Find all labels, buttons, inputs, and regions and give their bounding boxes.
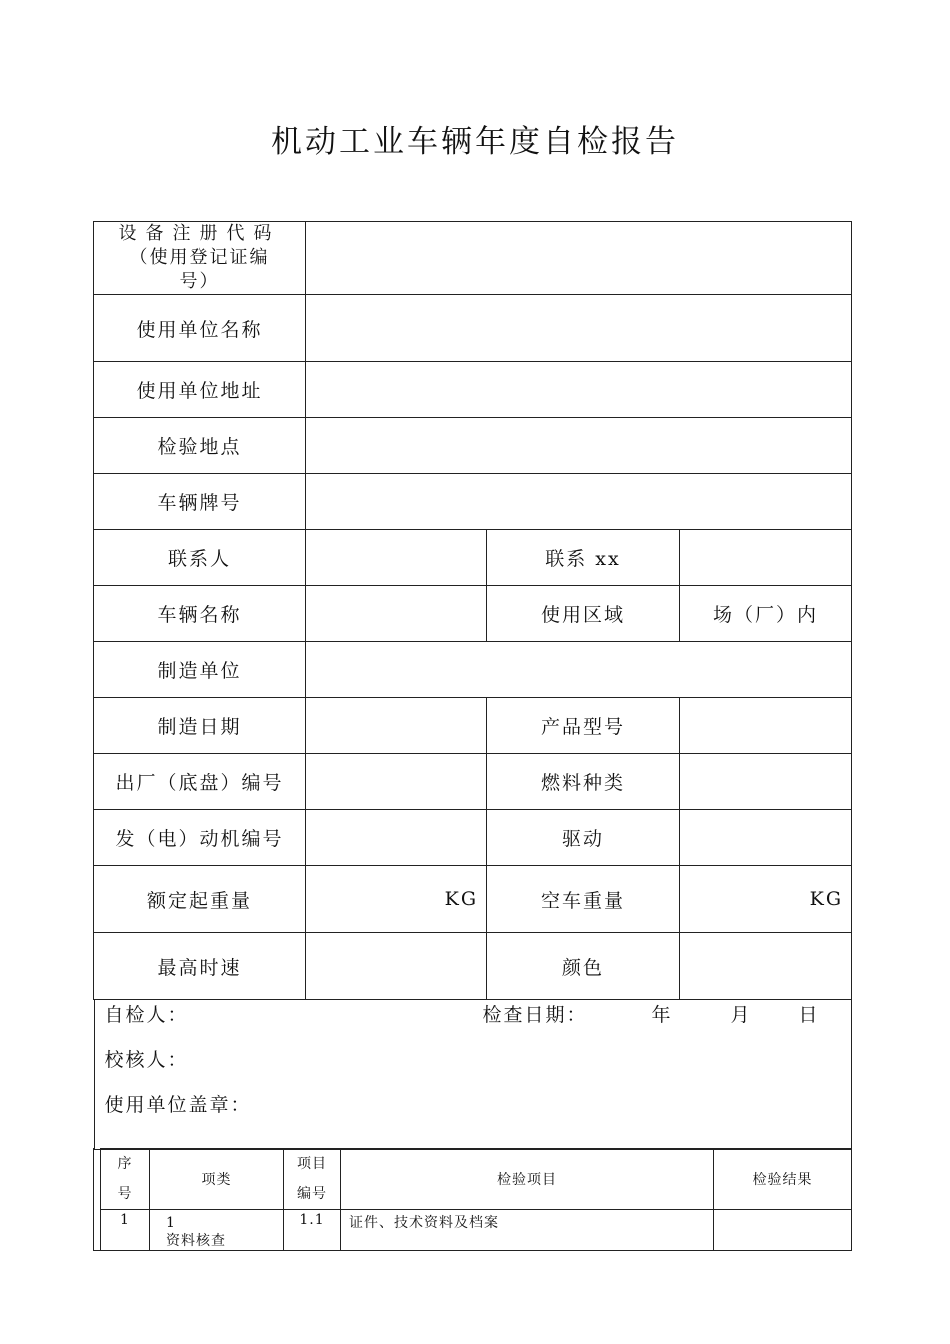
user-unit-address-label: 使用单位地址 (94, 362, 306, 418)
rated-load-label: 额定起重量 (94, 866, 306, 933)
item-no-cell: 1.1 (284, 1210, 341, 1251)
category-header: 项类 (150, 1149, 284, 1210)
fuel-type-label: 燃料种类 (487, 754, 680, 810)
result-cell[interactable] (714, 1210, 852, 1251)
item-header: 检验项目 (341, 1149, 714, 1210)
signoff-row (94, 1000, 852, 1151)
manufacturer-value[interactable] (306, 642, 852, 698)
max-speed-label: 最高时速 (94, 933, 306, 1000)
item-no-header-line1: 项目 (297, 1156, 327, 1172)
seq-header (101, 1149, 150, 1210)
item-no-header-line2: 编号 (297, 1186, 327, 1202)
inspection-date-label: 检查日期： (482, 1004, 588, 1026)
engine-number-value[interactable] (306, 810, 487, 866)
empty-weight-value[interactable]: KG (680, 866, 852, 933)
rated-load-value[interactable]: KG (306, 866, 487, 933)
manufacturer-label: 制造单位 (94, 642, 306, 698)
chassis-number-label: 出厂（底盘）编号 (94, 754, 306, 810)
chassis-number-value[interactable] (306, 754, 487, 810)
date-year-label: 年 (651, 1004, 673, 1026)
form-row (94, 586, 852, 642)
form-row (94, 754, 852, 810)
fuel-type-value[interactable] (680, 754, 852, 810)
form-row (94, 642, 852, 698)
reg-code-label (94, 222, 306, 295)
product-model-label: 产品型号 (487, 698, 680, 754)
vehicle-name-label: 车辆名称 (94, 586, 306, 642)
contact-phone-value[interactable] (680, 530, 852, 586)
inspection-site-value[interactable] (306, 418, 852, 474)
table-row (101, 1210, 852, 1251)
color-label: 颜色 (487, 933, 680, 1000)
drive-value[interactable] (680, 810, 852, 866)
drive-label: 驱动 (487, 810, 680, 866)
form-row (94, 933, 852, 1000)
plate-number-value[interactable] (306, 474, 852, 530)
inspection-items-table (100, 1148, 852, 1251)
user-unit-seal-label: 使用单位盖章： (104, 1094, 252, 1116)
vehicle-info-table (93, 221, 852, 1150)
use-area-label: 使用区域 (487, 586, 680, 642)
reg-code-label-line1: 设备注册代码 (118, 223, 281, 244)
manufacture-date-value[interactable] (306, 698, 487, 754)
signoff-area (94, 1000, 852, 1150)
product-model-value[interactable] (680, 698, 852, 754)
form-row (94, 222, 852, 295)
date-month-label: 月 (730, 1004, 752, 1026)
vehicle-name-value[interactable] (306, 586, 487, 642)
reg-code-label-line2: （使用登记证编 (129, 247, 270, 268)
table-border-stub (93, 1148, 94, 1250)
contact-person-label: 联系人 (94, 530, 306, 586)
seq-header-line1: 序 (117, 1156, 133, 1172)
form-row (94, 530, 852, 586)
form-row (94, 418, 852, 474)
reg-code-label-line3: 号） (179, 271, 220, 292)
user-unit-name-value[interactable] (306, 295, 852, 362)
date-day-label: 日 (798, 1004, 820, 1026)
user-unit-address-value[interactable] (306, 362, 852, 418)
seq-cell: 1 (101, 1210, 150, 1251)
category-number: 1 (166, 1215, 176, 1231)
items-header-row (101, 1149, 852, 1210)
color-value[interactable] (680, 933, 852, 1000)
empty-weight-label: 空车重量 (487, 866, 680, 933)
plate-number-label: 车辆牌号 (94, 474, 306, 530)
seq-header-line2: 号 (117, 1186, 133, 1202)
reg-code-value[interactable] (306, 222, 852, 295)
form-row (94, 866, 852, 933)
form-row (94, 698, 852, 754)
item-no-header (284, 1149, 341, 1210)
contact-person-value[interactable] (306, 530, 487, 586)
form-row (94, 810, 852, 866)
form-row (94, 295, 852, 362)
max-speed-value[interactable] (306, 933, 487, 1000)
form-row (94, 362, 852, 418)
self-inspector-label: 自检人： (104, 1004, 189, 1026)
user-unit-name-label: 使用单位名称 (94, 295, 306, 362)
item-cell: 证件、技术资料及档案 (341, 1210, 714, 1251)
reviewer-label: 校核人： (104, 1049, 189, 1071)
contact-phone-label: 联系 xx (487, 530, 680, 586)
category-cell (150, 1210, 284, 1251)
manufacture-date-label: 制造日期 (94, 698, 306, 754)
use-area-value[interactable]: 场（厂）内 (680, 586, 852, 642)
engine-number-label: 发（电）动机编号 (94, 810, 306, 866)
form-row (94, 474, 852, 530)
category-name: 资料核查 (166, 1233, 226, 1249)
inspection-site-label: 检验地点 (94, 418, 306, 474)
result-header: 检验结果 (714, 1149, 852, 1210)
report-title: 机动工业车辆年度自检报告 (271, 124, 679, 160)
